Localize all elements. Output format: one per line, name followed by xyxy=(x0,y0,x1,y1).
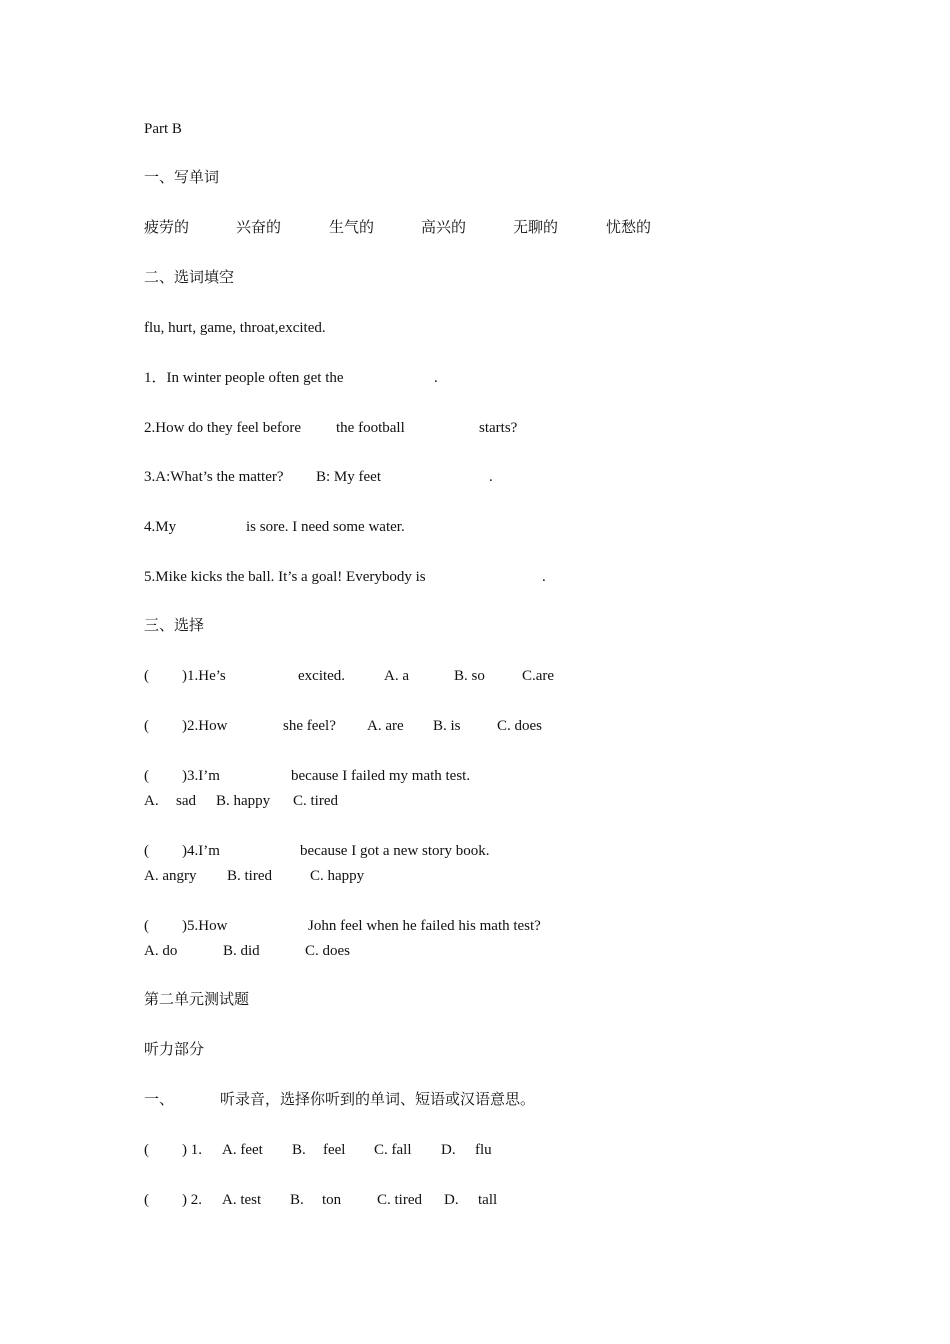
option-a: A. angry xyxy=(144,868,197,884)
question-text: because I got a new story book. xyxy=(300,843,490,859)
heading-number: 一、 xyxy=(144,1092,175,1108)
heading-text: 听录音，选择你听到的单词、短语或汉语意思。 xyxy=(220,1092,536,1108)
option-b: B. so xyxy=(454,668,485,684)
section-2-heading: 二、选词填空 xyxy=(144,270,235,286)
question-text: starts? xyxy=(479,420,518,436)
option-c: C. does xyxy=(305,943,350,959)
question-text: )5.How xyxy=(182,918,228,934)
word-item: 忧愁的 xyxy=(606,220,652,236)
word-item: 无聊的 xyxy=(513,220,559,236)
option-d-text: flu xyxy=(475,1142,492,1158)
option-b: B. xyxy=(292,1142,306,1158)
question-text: John feel when he failed his math test? xyxy=(308,918,541,934)
option-b-text: feel xyxy=(323,1142,346,1158)
answer-paren: ( xyxy=(144,718,149,734)
question-number: ) 2. xyxy=(182,1192,202,1208)
option-a: A. xyxy=(144,793,159,809)
option-a: A. do xyxy=(144,943,178,959)
option-b: B. is xyxy=(433,718,461,734)
unit-2-title: 第二单元测试题 xyxy=(144,992,250,1008)
question-text: excited. xyxy=(298,668,346,684)
option-a: A. a xyxy=(384,668,409,684)
answer-paren: ( xyxy=(144,843,149,859)
section-1-heading: 一、写单词 xyxy=(144,170,220,186)
word-item: 生气的 xyxy=(329,220,375,236)
section-3-heading: 三、选择 xyxy=(144,618,205,634)
option-a: A. feet xyxy=(222,1142,263,1158)
question-text: )3.I’m xyxy=(182,768,220,784)
question-text: the football xyxy=(336,420,405,436)
word-item: 高兴的 xyxy=(421,220,467,236)
question-text: is sore. I need some water. xyxy=(246,519,405,535)
option-b: B. xyxy=(290,1192,304,1208)
answer-paren: ( xyxy=(144,918,149,934)
question-text: she feel? xyxy=(283,718,336,734)
word-item: 兴奋的 xyxy=(236,220,282,236)
question-text: )2.How xyxy=(182,718,228,734)
option-c: C. happy xyxy=(310,868,365,884)
option-d: D. xyxy=(444,1192,459,1208)
question-text: because I failed my math test. xyxy=(291,768,471,784)
listening-heading: 听力部分 xyxy=(144,1042,205,1058)
option-d-text: tall xyxy=(478,1192,498,1208)
question-text: . xyxy=(489,469,493,485)
option-c: C. does xyxy=(497,718,542,734)
part-title: Part B xyxy=(144,121,182,137)
option-a: A. test xyxy=(222,1192,262,1208)
option-d: D. xyxy=(441,1142,456,1158)
question-text: )1.He’s xyxy=(182,668,226,684)
question-text: 5.Mike kicks the ball. It’s a goal! Everybody is xyxy=(144,569,426,585)
option-b-text: ton xyxy=(322,1192,342,1208)
question-text: 4.My xyxy=(144,519,177,535)
question-text: . xyxy=(542,569,546,585)
word-item: 疲劳的 xyxy=(144,220,190,236)
answer-paren: ( xyxy=(144,768,149,784)
option-c: C. fall xyxy=(374,1142,412,1158)
question-text: 1．In winter people often get the xyxy=(144,370,344,386)
answer-paren: ( xyxy=(144,668,149,684)
option-c: C. tired xyxy=(377,1192,422,1208)
option-a: A. are xyxy=(367,718,404,734)
question-text: . xyxy=(434,370,438,386)
answer-paren: ( xyxy=(144,1142,149,1158)
option-a-text: sad xyxy=(176,793,196,809)
question-text: 3.A:What’s the matter? xyxy=(144,469,284,485)
question-text: )4.I’m xyxy=(182,843,220,859)
option-b: B. happy xyxy=(216,793,271,809)
question-text: B: My feet xyxy=(316,469,381,485)
word-bank: flu, hurt, game, throat,excited. xyxy=(144,320,326,336)
question-number: ) 1. xyxy=(182,1142,202,1158)
answer-paren: ( xyxy=(144,1192,149,1208)
option-c: C. tired xyxy=(293,793,338,809)
option-c: C.are xyxy=(522,668,555,684)
option-b: B. did xyxy=(223,943,260,959)
option-b: B. tired xyxy=(227,868,272,884)
question-text: 2.How do they feel before xyxy=(144,420,302,436)
